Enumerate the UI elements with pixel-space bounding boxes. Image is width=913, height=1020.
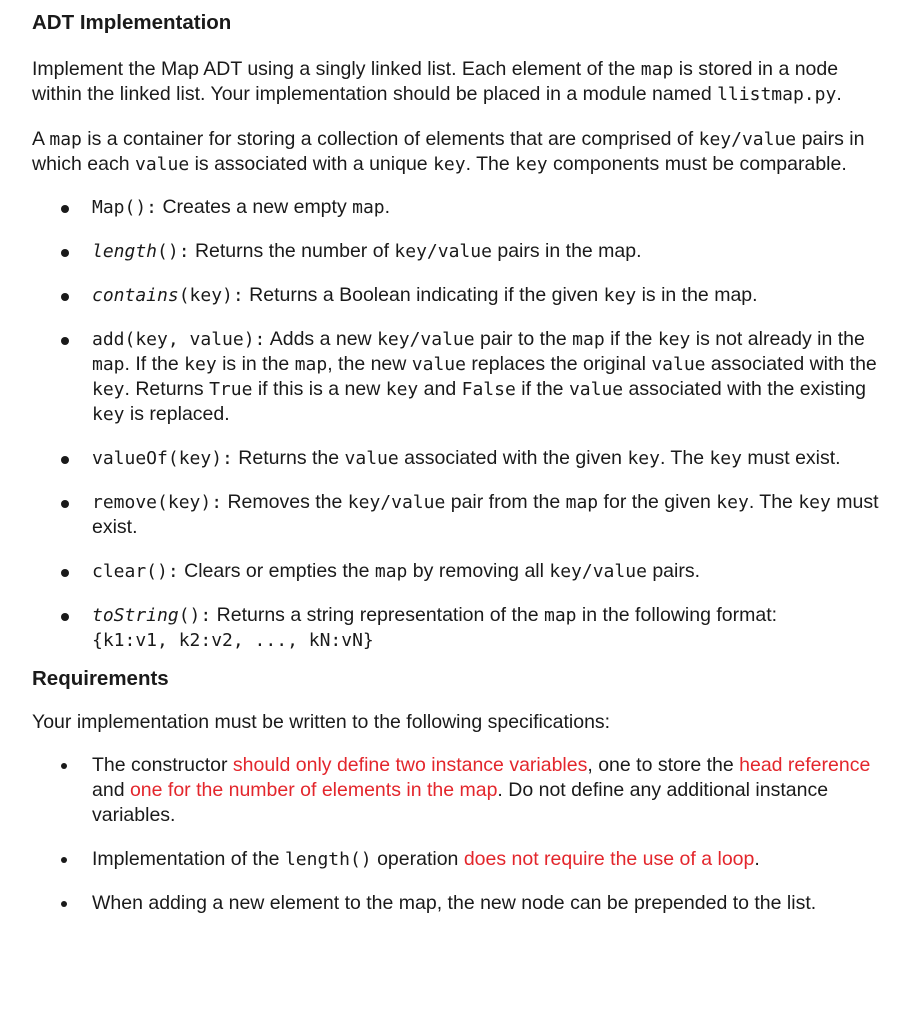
code-term: key/value xyxy=(377,329,475,350)
code-term: map xyxy=(544,605,577,626)
code-term: length() xyxy=(284,849,372,870)
intro-paragraph-1 xyxy=(32,57,892,107)
requirements-heading: Requirements xyxy=(32,667,169,690)
text: associated with the existing xyxy=(623,378,866,400)
op-signature: Map(): xyxy=(92,197,158,218)
highlight: does not require the use of a loop xyxy=(463,848,755,870)
op-signature: clear(): xyxy=(92,561,179,582)
text: pairs in which each xyxy=(32,128,865,175)
code-term: value xyxy=(344,448,399,469)
text: . Returns xyxy=(124,378,210,400)
text: pair to the xyxy=(474,328,573,350)
code-term: False xyxy=(461,379,516,400)
op-length xyxy=(32,239,892,264)
text: is not already in the xyxy=(690,328,865,350)
text: is associated with a unique xyxy=(189,153,434,175)
code-term: key/value xyxy=(549,561,647,582)
op-map xyxy=(32,195,892,220)
text: . xyxy=(836,83,842,105)
text: Returns a string representation of the xyxy=(211,604,544,626)
text: When adding a new element to the map, the new node can be prepended to the list. xyxy=(92,892,817,914)
text: . xyxy=(754,848,760,870)
code-term: map xyxy=(565,492,599,513)
op-name: contains xyxy=(92,285,179,306)
text: . The xyxy=(748,491,799,513)
requirements-list xyxy=(32,753,892,916)
code-term: value xyxy=(411,354,466,375)
text: Creates a new empty xyxy=(157,196,353,218)
text: is a container for storing a collection of elements that are comprised of xyxy=(81,128,699,150)
text: associated with the given xyxy=(398,447,628,469)
code-term: map xyxy=(294,354,328,375)
op-name: toString xyxy=(92,605,179,626)
text: Removes the xyxy=(222,491,348,513)
code-term: key/value xyxy=(347,492,446,513)
code-term: key/value xyxy=(698,129,797,150)
code-term: value xyxy=(568,379,624,400)
text: must exist. xyxy=(741,447,841,469)
code-term: key xyxy=(92,404,125,425)
code-term: key xyxy=(716,492,749,513)
code-term: key xyxy=(798,492,831,513)
code-term: key xyxy=(515,154,548,175)
text: must exist. xyxy=(92,491,879,538)
text: by removing all xyxy=(407,560,550,582)
code-term: map xyxy=(49,129,82,150)
intro-paragraph-2 xyxy=(32,127,892,177)
text: . xyxy=(384,196,391,218)
op-signature: (key): xyxy=(178,285,244,306)
op-signature: (): xyxy=(157,241,190,262)
text: The constructor xyxy=(92,754,233,776)
op-tostring xyxy=(32,603,892,653)
text: in the following format: xyxy=(576,604,778,626)
text: Clears or empties the xyxy=(178,560,375,582)
text: if the xyxy=(515,378,569,400)
code-term: value xyxy=(134,154,190,175)
text: , one to store the xyxy=(587,754,740,776)
code-term: key xyxy=(603,285,637,306)
code-term: key xyxy=(184,354,217,375)
code-term: key xyxy=(385,379,419,400)
code-term: key xyxy=(657,329,691,350)
code-term: True xyxy=(209,379,253,400)
text: Implementation of the xyxy=(92,848,285,870)
code-term: key xyxy=(709,448,742,469)
text: if this is a new xyxy=(252,378,386,400)
op-name: length xyxy=(92,241,158,262)
text: is replaced. xyxy=(124,403,230,425)
text: and xyxy=(92,779,130,801)
code-term: key/value xyxy=(394,241,492,262)
text: replaces the original xyxy=(465,353,652,375)
code-term: map xyxy=(374,561,408,582)
text: . If the xyxy=(124,353,185,375)
op-contains xyxy=(32,283,892,308)
text: pair from the xyxy=(445,491,566,513)
text: Returns the xyxy=(232,447,345,469)
text: components must be comparable. xyxy=(547,153,847,175)
text: Returns a Boolean indicating if the given xyxy=(243,284,604,306)
code-term: llistmap.py xyxy=(717,84,837,105)
requirements-intro: Your implementation must be written to the following specifications: xyxy=(32,711,611,733)
text: is in the map. xyxy=(636,284,758,306)
code-term: value xyxy=(651,354,706,375)
text: . The xyxy=(465,153,516,175)
op-remove xyxy=(32,490,892,540)
text: if the xyxy=(604,328,658,350)
code-term: key xyxy=(92,379,125,400)
text: A xyxy=(32,128,50,150)
text: Returns the number of xyxy=(189,240,395,262)
code-term: map xyxy=(352,197,385,218)
op-signature: add(key, value): xyxy=(92,329,266,350)
text: pairs in the map. xyxy=(491,240,642,262)
text: pairs. xyxy=(646,560,701,582)
code-term: map xyxy=(92,354,125,375)
format-example: {k1:v1, k2:v2, ..., kN:vN} xyxy=(92,630,374,651)
code-term: key xyxy=(627,448,660,469)
text: is stored in a node within the linked list. Your implementation should be placed in a module named xyxy=(32,58,839,105)
text: for the given xyxy=(598,491,717,513)
requirement-constructor xyxy=(32,753,892,828)
text: . The xyxy=(659,447,710,469)
text: Implement the Map ADT using a singly linked list. Each element of the xyxy=(32,58,641,80)
code-term: key xyxy=(433,154,466,175)
op-clear xyxy=(32,559,892,584)
text: Adds a new xyxy=(265,328,378,350)
section-heading: ADT Implementation xyxy=(32,11,232,34)
code-term: map xyxy=(572,329,605,350)
highlight: head reference xyxy=(739,754,871,776)
op-signature: remove(key): xyxy=(92,492,223,513)
op-signature: (): xyxy=(178,605,212,626)
text: associated with the xyxy=(705,353,877,375)
requirement-length xyxy=(32,847,892,872)
op-signature: valueOf(key): xyxy=(92,448,233,469)
requirement-prepend xyxy=(32,891,892,916)
op-valueof xyxy=(32,446,892,471)
text: is in the xyxy=(216,353,295,375)
operations-list xyxy=(32,195,892,653)
code-term: map xyxy=(640,59,674,80)
text: and xyxy=(418,378,462,400)
highlight: one for the number of elements in the map xyxy=(129,779,498,801)
text: , the new xyxy=(327,353,412,375)
op-add xyxy=(32,327,892,427)
text: . Do not define any additional instance variables. xyxy=(92,779,829,826)
text: operation xyxy=(371,848,464,870)
highlight: should only define two instance variables xyxy=(232,754,588,776)
